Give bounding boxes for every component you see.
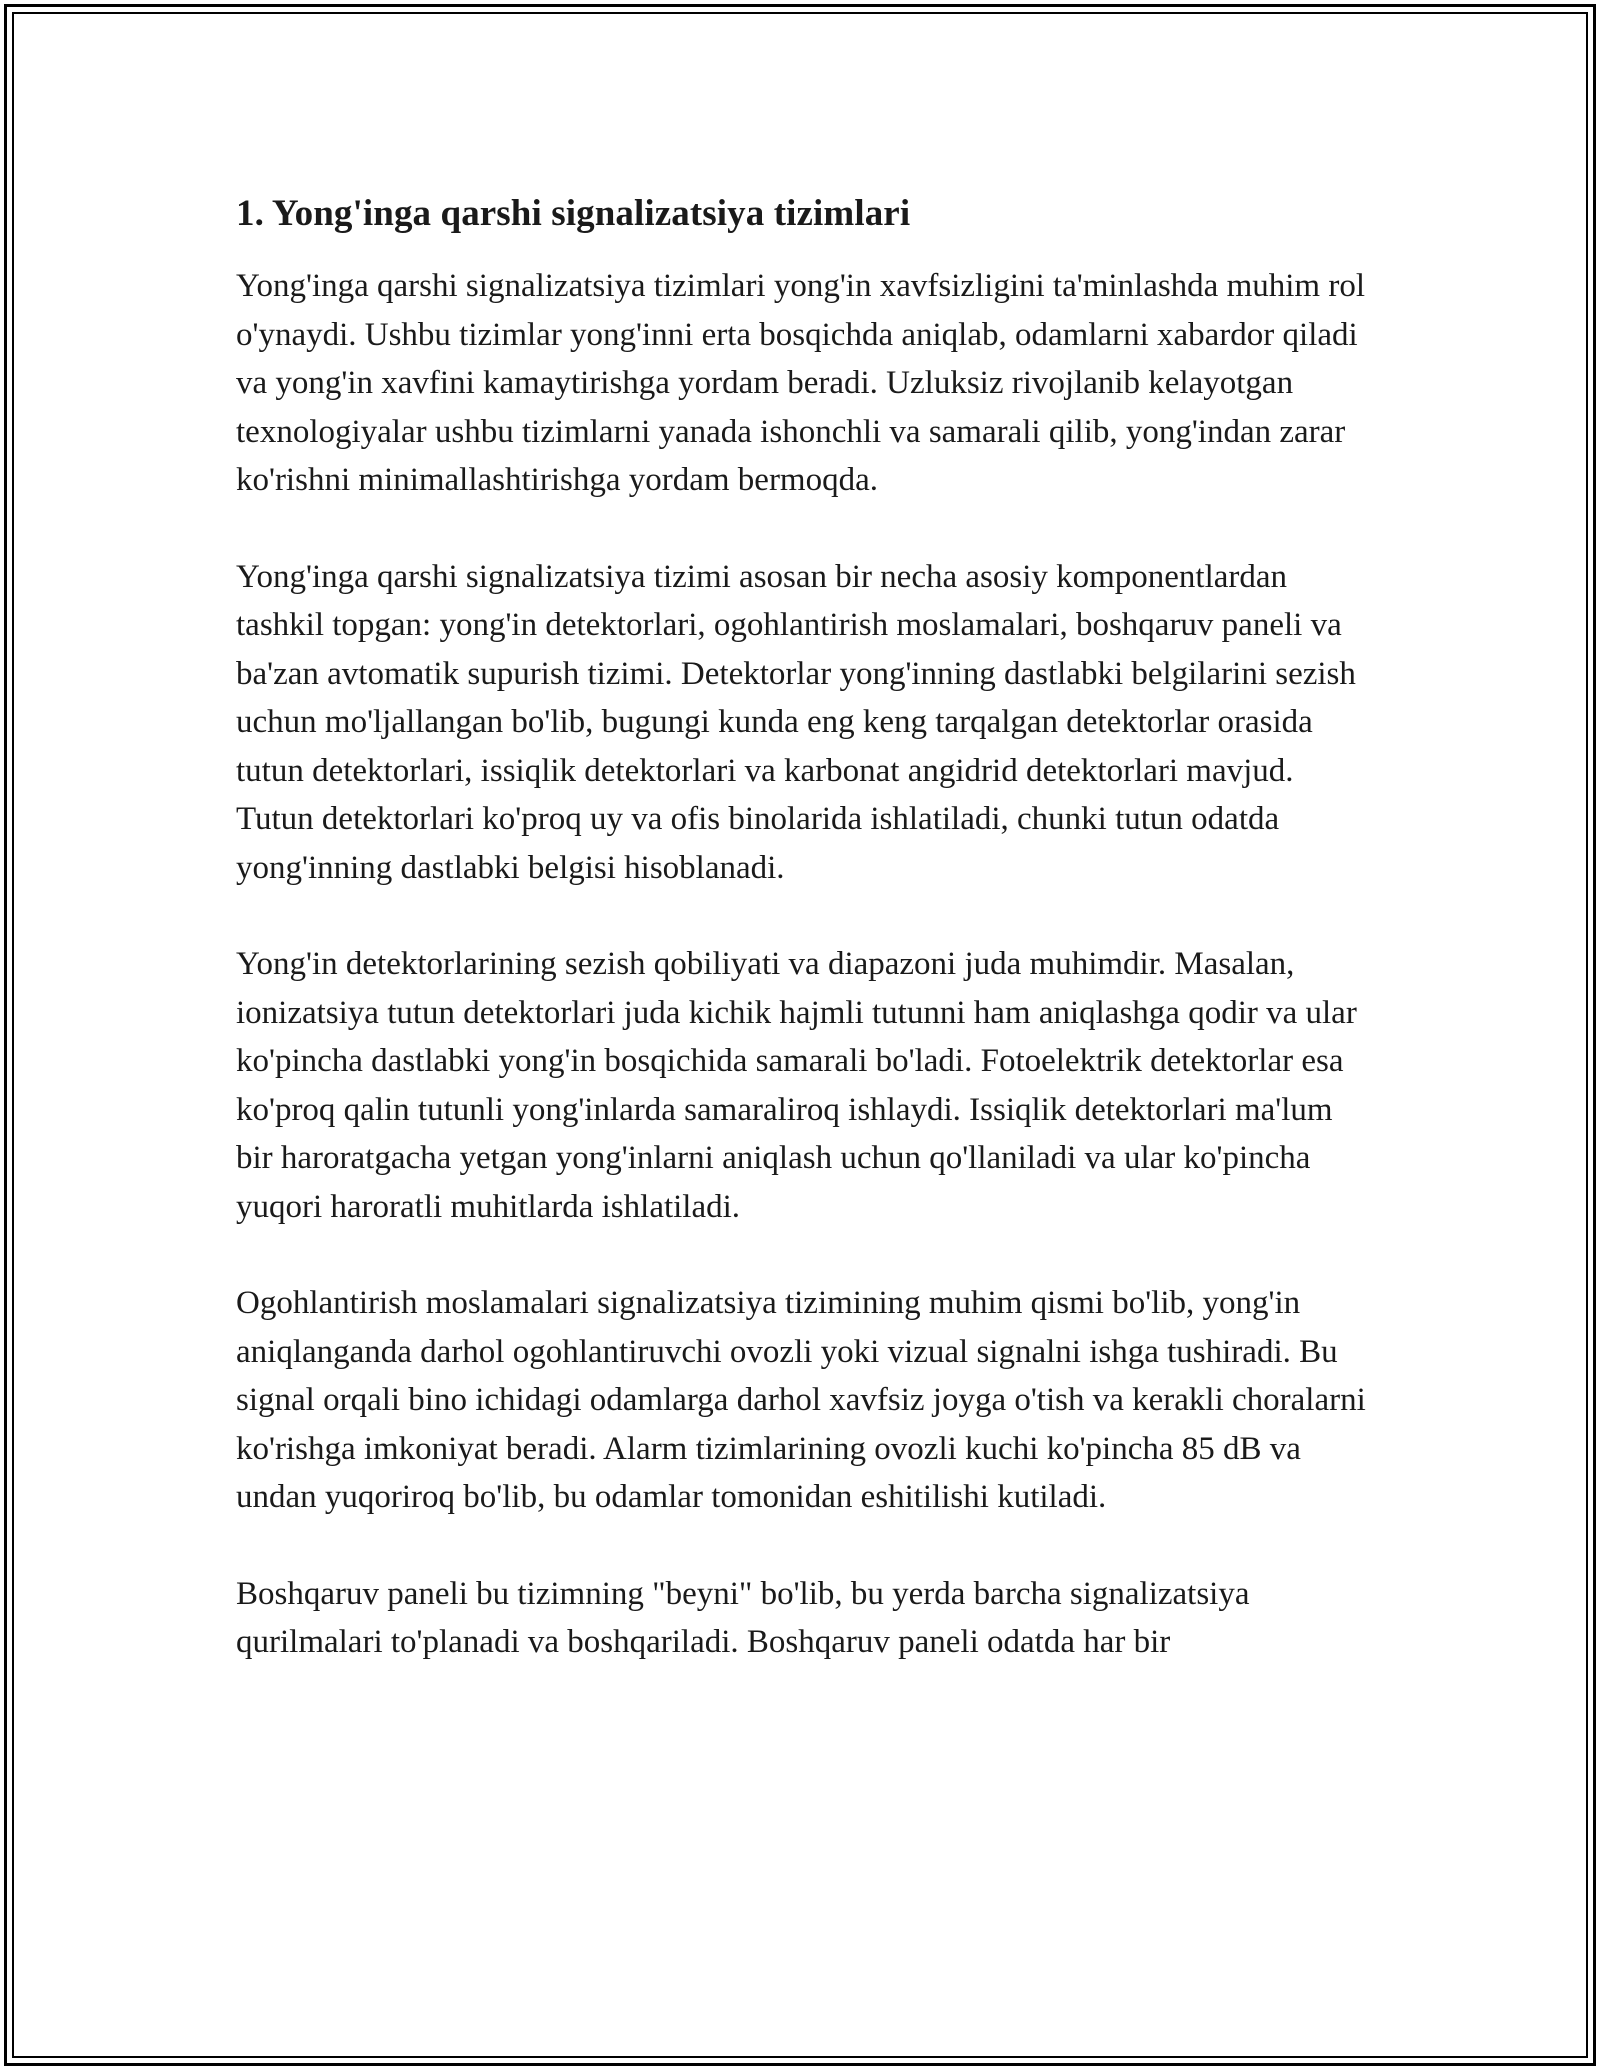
document-page xyxy=(236,186,1376,1715)
paragraph-components: Yong'inga qarshi signalizatsiya tizimi asosan bir necha asosiy komponentlardan tashkil topgan: yong'in detektorlari, ogohlantirish moslamalari, boshqaruv paneli va ba'zan avtomatik supurish tizimi. Detektorlar yong'inning dastlabki belgilarini sezish uchun mo'ljallangan bo'lib, bugungi kunda eng keng tarqalgan detektorlar orasida tutun detektorlari, issiqlik detektorlari va karbonat angidrid detektorlari mavjud. Tutun detektorlari ko'proq uy va ofis binolarida ishlatiladi, chunki tutun odatda yong'inning dastlabki belgisi hisoblanadi. xyxy=(236,558,1356,886)
paragraph-detectors: Yong'in detektorlarining sezish qobiliyati va diapazoni juda muhimdir. Masalan, ionizatsiya tutun detektorlari juda kichik hajmli tutunni ham aniqlashga qodir va ular ko'pincha dastlabki yong'in bosqichida samarali bo'ladi. Fotoelektrik detektorlar esa ko'proq qalin tutunli yong'inlarda samaraliroq ishlaydi. Issiqlik detektorlari ma'lum bir haroratgacha yetgan yong'inlarni aniqlash uchun qo'llaniladi va ular ko'pincha yuqori haroratli muhitlarda ishlatiladi. xyxy=(236,946,1357,1225)
paragraph-control-panel: Boshqaruv paneli bu tizimning "beyni" bo'lib, bu yerda barcha signalizatsiya qurilmalari to'planadi va boshqariladi. Boshqaruv paneli odatda har bir xyxy=(236,1575,1250,1660)
paragraph-warning-devices: Ogohlantirish moslamalari signalizatsiya tizimining muhim qismi bo'lib, yong'in aniqlanganda darhol ogohlantiruvchi ovozli yoki vizual signalni ishga tushiradi. Bu signal orqali bino ichidagi odamlarga darhol xavfsiz joyga o'tish va kerakli choralarni ko'rishga imkoniyat beradi. Alarm tizimlarining ovozli kuchi ko'pincha 85 dB va undan yuqoriroq bo'lib, bu odamlar tomonidan eshitilishi kutiladi. xyxy=(236,1285,1366,1515)
paragraph-intro: Yong'inga qarshi signalizatsiya tizimlari yong'in xavfsizligini ta'minlashda muhim rol o'ynaydi. Ushbu tizimlar yong'inni erta bosqichda aniqlab, odamlarni xabardor qiladi va yong'in xavfini kamaytirishga yordam beradi. Uzluksiz rivojlanib kelayotgan texnologiyalar ushbu tizimlarni yanada ishonchli va samarali qilib, yong'indan zarar ko'rishni minimallashtirishga yordam bermoqda. xyxy=(236,268,1365,498)
section-heading: 1. Yong'inga qarshi signalizatsiya tizimlari xyxy=(236,193,911,234)
